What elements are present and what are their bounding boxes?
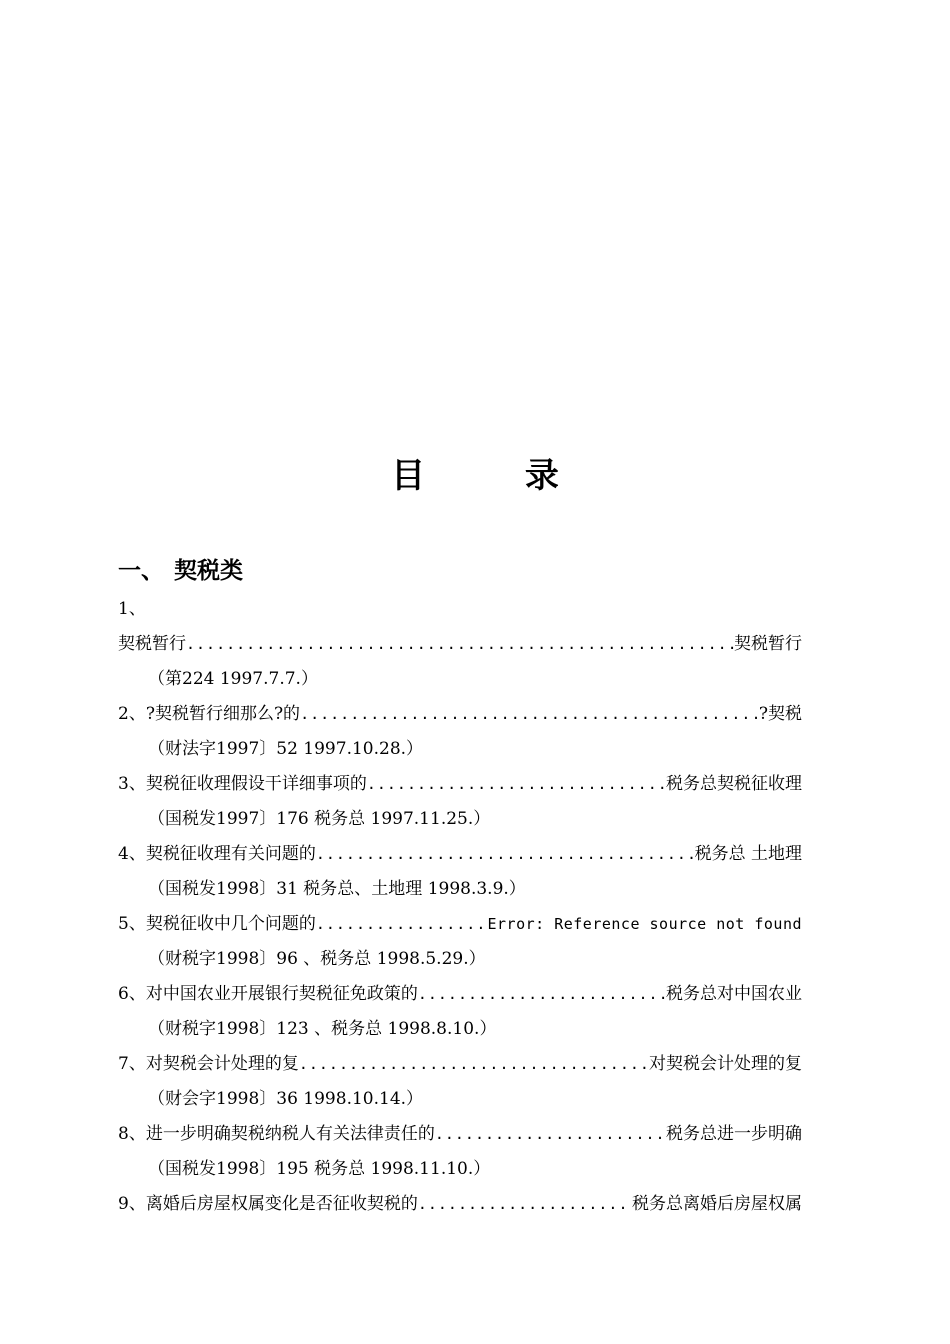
- toc-entry-page: ?契税: [758, 704, 802, 724]
- toc-entry-page: 税务总 土地理: [694, 844, 802, 864]
- toc-entry-number: 4、: [118, 844, 146, 864]
- toc-entry-title: ?契税暂行细那么?的: [145, 704, 301, 724]
- toc-entry-number: 5、: [118, 914, 146, 934]
- toc-entry-reference: （财会字1998〕36 1998.10.14.）: [148, 1089, 424, 1109]
- toc-entry-number: 2、: [118, 704, 146, 724]
- section-heading: [118, 552, 243, 585]
- toc-entry-number: 3、: [118, 774, 146, 794]
- toc-entry-page: 税务总进一步明确: [666, 1124, 802, 1144]
- toc-entry-title: 契税征收理有关问题的: [145, 844, 316, 864]
- dot-leader: [299, 1047, 649, 1082]
- toc-entry-reference: （财税字1998〕123 、税务总 1998.8.10.）: [148, 1019, 497, 1039]
- toc-entry-6[interactable]: [118, 977, 802, 1012]
- dot-leader: [316, 837, 695, 872]
- toc-entry-number: 9、: [118, 1194, 146, 1214]
- section-number: 一、: [118, 558, 164, 584]
- toc-entry-reference: （第224 1997.7.7.）: [148, 669, 318, 689]
- toc-entry-title: 对契税会计处理的复: [145, 1054, 299, 1074]
- toc-entry-title: 契税暂行: [118, 634, 186, 654]
- dot-leader: [300, 697, 759, 732]
- dot-leader: [418, 1187, 632, 1222]
- toc-entry-page: 对契税会计处理的复: [649, 1054, 802, 1074]
- toc-entry-number-line[interactable]: [118, 592, 802, 627]
- toc-entry-number: 1、: [118, 599, 146, 619]
- toc-entry-7[interactable]: [118, 1047, 802, 1082]
- dot-leader: [418, 977, 666, 1012]
- toc-entry-title: 契税征收中几个问题的: [145, 914, 316, 934]
- toc-entry-reference: （财税字1998〕96 、税务总 1998.5.29.）: [148, 949, 486, 969]
- toc-entry-page: 税务总对中国农业: [666, 984, 802, 1004]
- toc-entry-title: 对中国农业开展银行契税征免政策的: [145, 984, 418, 1004]
- toc-entry-1[interactable]: [118, 627, 802, 662]
- toc-entry-title: 契税征收理假设干详细事项的: [145, 774, 367, 794]
- dot-leader: [435, 1117, 666, 1152]
- toc-entry-reference: （国税发1997〕176 税务总 1997.11.25.）: [148, 809, 491, 829]
- table-of-contents: [118, 592, 802, 1222]
- toc-entry-page: 契税暂行: [734, 634, 802, 654]
- dot-leader: [316, 907, 488, 942]
- toc-entry-9[interactable]: [118, 1187, 802, 1222]
- toc-entry-8[interactable]: [118, 1117, 802, 1152]
- toc-entry-reference: （国税发1998〕31 税务总、土地理 1998.3.9.）: [148, 879, 526, 899]
- page-title: 目 录: [391, 456, 603, 496]
- toc-entry-5[interactable]: [118, 907, 802, 942]
- toc-entry-4[interactable]: [118, 837, 802, 872]
- dot-leader: [367, 767, 666, 802]
- toc-entry-3[interactable]: [118, 767, 802, 802]
- toc-entry-number: 8、: [118, 1124, 146, 1144]
- toc-entry-page: 税务总离婚后房屋权属: [632, 1194, 802, 1214]
- toc-entry-reference: （国税发1998〕195 税务总 1998.11.10.）: [148, 1159, 491, 1179]
- toc-entry-number: 6、: [118, 984, 146, 1004]
- toc-entry-2[interactable]: [118, 697, 802, 732]
- section-label: 契税类: [174, 558, 243, 584]
- toc-entry-page: 税务总契税征收理: [666, 774, 802, 794]
- toc-entry-title: 进一步明确契税纳税人有关法律责任的: [145, 1124, 435, 1144]
- dot-leader: [186, 627, 734, 662]
- toc-entry-number: 7、: [118, 1054, 146, 1074]
- toc-entry-page: Error: Reference source not found: [487, 915, 802, 933]
- toc-entry-title: 离婚后房屋权属变化是否征收契税的: [145, 1194, 418, 1214]
- toc-entry-reference: （财法字1997〕52 1997.10.28.）: [148, 739, 424, 759]
